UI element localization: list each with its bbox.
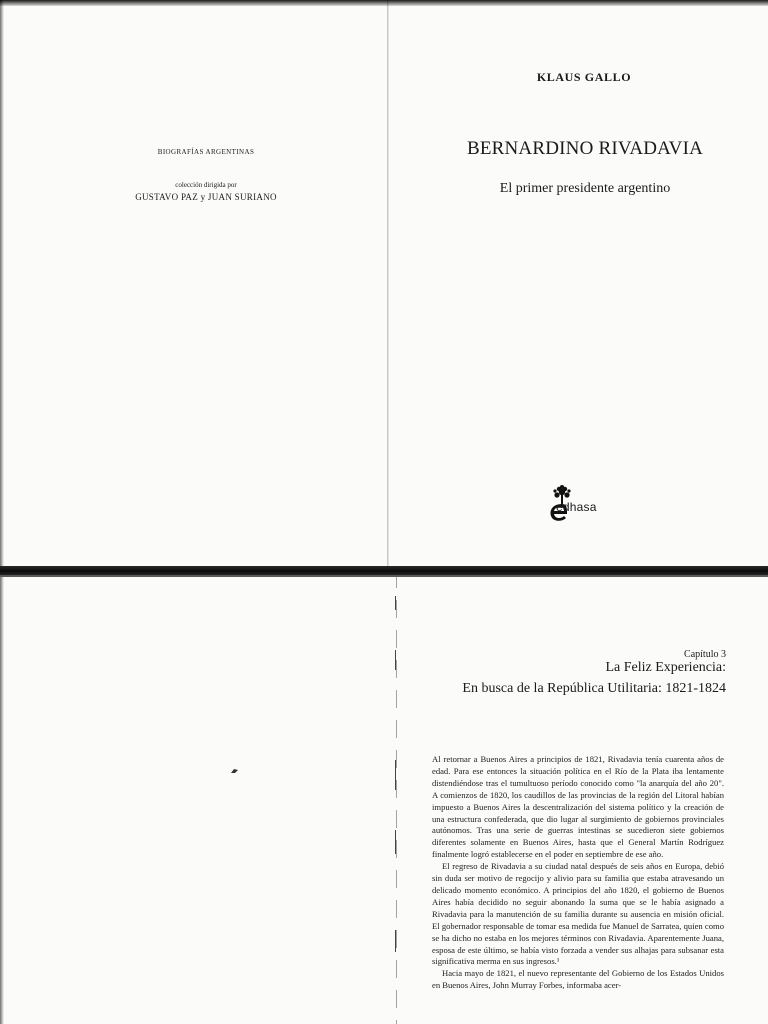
- chapter-subtitle: En busca de la República Utilitaria: 1821-1824: [462, 681, 726, 696]
- body-paragraph: El regreso de Rivadavia a su ciudad natal después de seis años en Europa, debió sin duda ser motivo de regocijo y alivio para su familia que estaba atravesando un delicado momento económico. A principios del año 1820, el gobierno de Buenos Aires había decidido no seguir abonando la suma que se le había asignado a Rivadavia para la manutención de su familia durante su ausencia en misión oficial. El gobernador responsable de tomar esa medida fue Manuel de Sarratea, quien como se ha dicho no estaba en los mejores términos con Rivadavia. Aparentemente Juana, esposa de este último, se había visto forzada a vender sus alhajas para subsanar esta significativa merma en sus ingresos.¹: [432, 861, 724, 967]
- spine-gutter: [396, 570, 397, 1024]
- margin-tick: [395, 596, 396, 610]
- scan-separator: [0, 566, 768, 576]
- page-left-shadow: [0, 0, 4, 570]
- series-name: BIOGRAFÍAS ARGENTINAS: [157, 148, 255, 156]
- ink-mark: [230, 766, 239, 772]
- page-top-shadow: [0, 0, 768, 6]
- margin-tick: [395, 830, 396, 854]
- margin-tick: [395, 650, 396, 670]
- publisher-name: edhasa: [556, 500, 597, 514]
- series-editors: GUSTAVO PAZ y JUAN SURIANO: [135, 192, 277, 202]
- margin-tick: [395, 760, 396, 790]
- chapter-label: Capítulo 3: [684, 649, 726, 660]
- book-subtitle: El primer presidente argentino: [499, 181, 671, 196]
- collection-label: colección dirigida por: [175, 181, 237, 189]
- author-name: KLAUS GALLO: [536, 70, 632, 84]
- book-title: BERNARDINO RIVADAVIA: [466, 138, 704, 159]
- page-left-shadow: [0, 570, 4, 1024]
- body-paragraph: Al retornar a Buenos Aires a principios de 1821, Rivadavia tenía cuarenta años de edad. Para ese entonces la situación política en el Río de la Plata iba lentamente distendiéndose tras el tumultuoso período conocido como "la anarquía del año 20". A comienzos de 1820, los caudillos de las provincias de la región del Litoral habían impuesto a Buenos Aires la descentralización del sistema político y la creación de una estructura confederada, que dio lugar al surgimiento de gobiernos provinciales autónomos. Tras una serie de guerras intestinas se sucedieron siete gobiernos diferentes solamente en Buenos Aires, hasta que el General Martín Rodríguez finalmente logró establecerse en el poder en septiembre de ese año.: [432, 754, 724, 860]
- margin-tick: [395, 930, 396, 952]
- chapter-title: La Feliz Experiencia:: [605, 660, 726, 675]
- body-paragraph: Hacia mayo de 1821, el nuevo representante del Gobierno de los Estados Unidos en Buenos Aires, John Murray Forbes, informaba acer-: [432, 968, 724, 991]
- spine-gutter: [387, 0, 389, 570]
- chapter-body: [432, 754, 724, 992]
